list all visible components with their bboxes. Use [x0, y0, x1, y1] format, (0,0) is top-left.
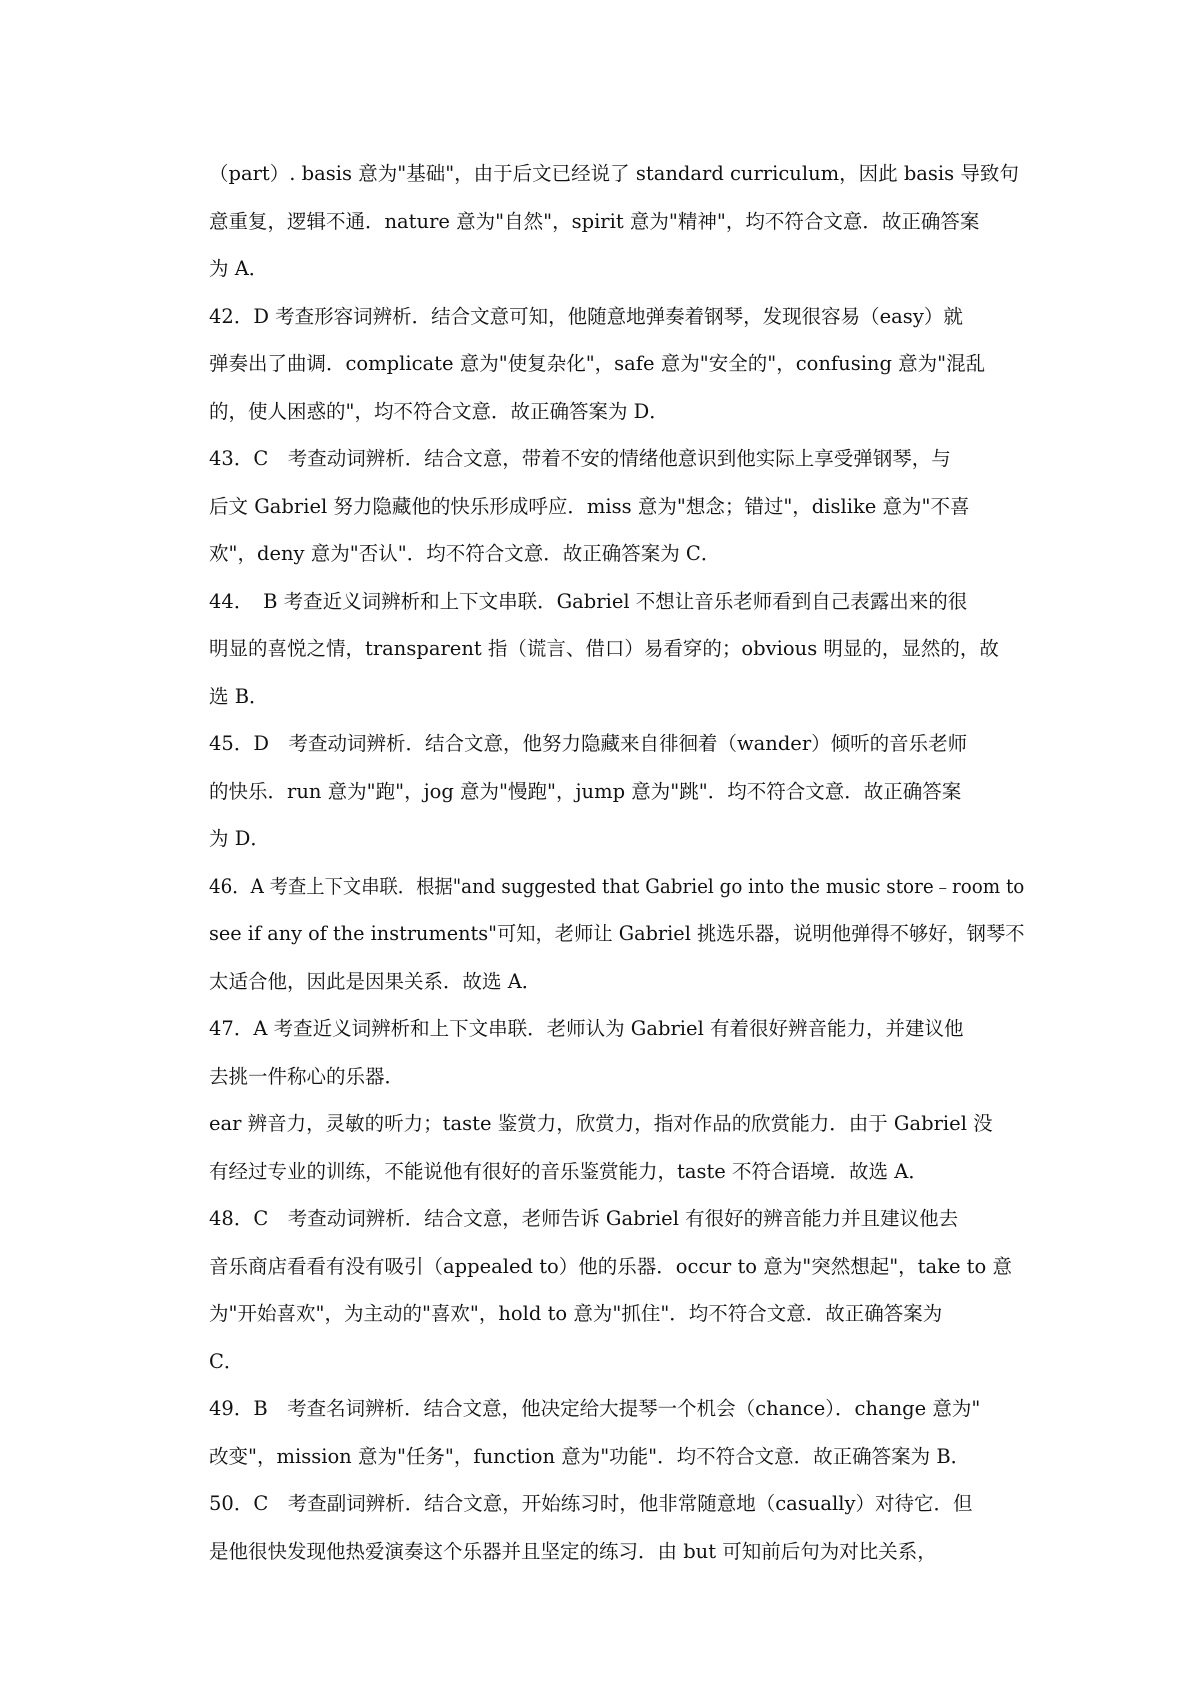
text-line: 为 A． [209, 257, 269, 280]
text-line: （part）. basis 意为"基础"，由于后文已经说了 standard curriculum，因此 basis 导致句 [209, 162, 1019, 185]
explanation-paragraph [209, 435, 1024, 578]
explanation-paragraph [209, 1385, 1024, 1480]
explanation-paragraph [209, 720, 1024, 863]
text-line: 为 D． [209, 827, 270, 850]
text-line: 的，使人困惑的"，均不符合文意．故正确答案为 D． [209, 399, 669, 423]
explanation-paragraph [209, 150, 1024, 293]
text-line: 46．A 考查上下文串联．根据"and suggested that Gabriel go into the music store﹣room to [209, 874, 1025, 898]
text-line: ear 辨音力，灵敏的听力；taste 鉴赏力，欣赏力，指对作品的欣赏能力．由于 Gabriel 没 [209, 1112, 993, 1135]
text-line: 为"开始喜欢"，为主动的"喜欢"，hold to 意为"抓住"．均不符合文意．故正确答案为 [209, 1302, 943, 1325]
explanation-paragraph [209, 863, 1024, 1006]
explanation-paragraph [209, 1480, 1024, 1575]
text-line: 的快乐．run 意为"跑"，jog 意为"慢跑"，jump 意为"跳"．均不符合文意．故正确答案 [209, 779, 962, 803]
text-line: C． [209, 1349, 244, 1373]
text-line: 意重复，逻辑不通．nature 意为"自然"，spirit 意为"精神"，均不符合文意．故正确答案 [209, 209, 980, 233]
explanation-paragraph [209, 578, 1024, 721]
text-line: 弹奏出了曲调．complicate 意为"使复杂化"，safe 意为"安全的"，confusing 意为"混乱 [209, 352, 986, 375]
text-line: 47．A 考查近义词辨析和上下文串联．老师认为 Gabriel 有着很好辨音能力，并建议他 [209, 1017, 964, 1040]
text-line: 42．D 考查形容词辨析．结合文意可知，他随意地弹奏着钢琴，发现很容易（easy）就 [209, 304, 963, 328]
text-line: 音乐商店看看有没有吸引（appealed to）他的乐器．occur to 意为"突然想起"，take to 意 [209, 1254, 1012, 1278]
text-line: 43．C 考查动词辨析．结合文意，带着不安的情绪他意识到他实际上享受弹钢琴，与 [209, 447, 951, 470]
text-line: 是他很快发现他热爱演奏这个乐器并且坚定的练习．由 but 可知前后句为对比关系， [209, 1539, 937, 1563]
text-line: 49．B 考查名词辨析．结合文意，他决定给大提琴一个机会（chance）．change 意为" [209, 1397, 981, 1420]
text-line: 50．C 考查副词辨析．结合文意，开始练习时，他非常随意地（casually）对待它．但 [209, 1492, 973, 1515]
text-line: 44． B 考查近义词辨析和上下文串联．Gabriel 不想让音乐老师看到自己表露出来的很 [209, 589, 968, 613]
answer-explanations [209, 150, 1024, 1575]
text-line: see if any of the instruments"可知，老师让 Gabriel 挑选乐器，说明他弹得不够好，钢琴不 [209, 922, 1025, 945]
text-line: 欢"，deny 意为"否认"．均不符合文意．故正确答案为 C． [209, 542, 721, 565]
text-line: 明显的喜悦之情，transparent 指（谎言、借口）易看穿的；obvious 明显的，显然的，故 [209, 637, 999, 660]
text-line: 太适合他，因此是因果关系．故选 A． [209, 969, 542, 993]
explanation-paragraph [209, 1005, 1024, 1100]
text-line: 改变"，mission 意为"任务"，function 意为"功能"．均不符合文意．故正确答案为 B． [209, 1444, 971, 1468]
text-line: 后文 Gabriel 努力隐藏他的快乐形成呼应．miss 意为"想念；错过"，dislike 意为"不喜 [209, 494, 970, 518]
text-line: 选 B． [209, 684, 269, 708]
text-line: 45．D 考查动词辨析．结合文意，他努力隐藏来自徘徊着（wander）倾听的音乐老师 [209, 732, 968, 755]
text-line: 有经过专业的训练，不能说他有很好的音乐鉴赏能力，taste 不符合语境．故选 A． [209, 1159, 928, 1183]
explanation-paragraph [209, 293, 1024, 436]
text-line: 去挑一件称心的乐器． [209, 1064, 405, 1088]
explanation-paragraph [209, 1100, 1024, 1195]
explanation-paragraph [209, 1195, 1024, 1385]
text-line: 48．C 考查动词辨析．结合文意，老师告诉 Gabriel 有很好的辨音能力并且建议他去 [209, 1207, 959, 1230]
